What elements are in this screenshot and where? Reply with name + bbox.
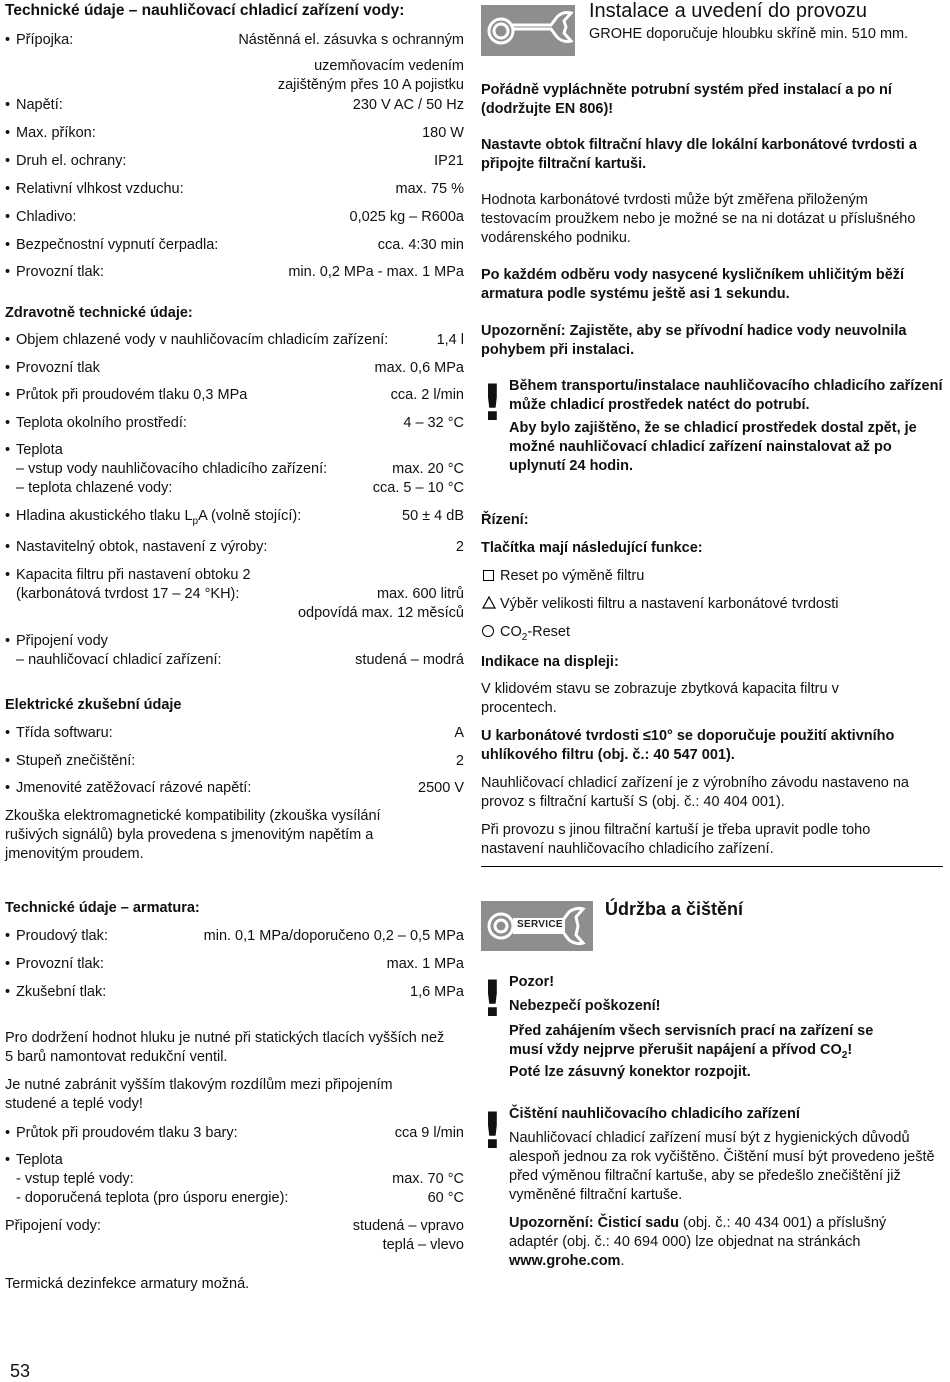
row-label: Teplota okolního prostředí: — [16, 415, 187, 431]
install-title: Instalace a uvedení do provozu — [589, 0, 867, 22]
noise-label: Hladina akustického tlaku $L_pA$ (volně stojící): — [16, 508, 302, 527]
row-value: min. 0,2 MPa - max. 1 MPa — [288, 264, 464, 280]
display-title: Indikace na displeji: — [481, 654, 619, 670]
section-divider — [481, 866, 943, 867]
teplota-label: Teplota — [16, 442, 63, 458]
warning-exclamation-icon: ! — [481, 374, 504, 432]
tech-title: Technické údaje – nauhličovací chladicí zařízení vody: — [5, 2, 405, 19]
noise-value: 50 ± 4 dB — [402, 508, 464, 524]
arm-t1-label: - vstup teplé vody: — [16, 1171, 134, 1187]
install-p3: Hodnota karbonátové tvrdosti může být změřena přiloženým testovacím proužkem nebo je možné se na ni dotázat u příslušného vodárenského podniku. — [481, 192, 916, 246]
row-label: Provozní tlak: — [16, 956, 104, 972]
control-title: Řízení: — [481, 512, 529, 528]
bypass-value: 2 — [455, 539, 464, 555]
bypass-label: Nastavitelný obtok, nastavení z výroby: — [16, 539, 268, 555]
btn3-text: $CO_2$-Reset — [500, 624, 571, 643]
arm-conn-value2: teplá – vlevo — [382, 1237, 464, 1253]
install-p5: Upozornění: Zajistěte, aby se přívodní hadice vody neuvolnila pohybem při instalaci. — [481, 323, 907, 358]
carbon-text: U karbonátové tvrdosti ≤10° se doporučuje použití aktivního uhlíkového filtru (obj. č.: 40 547 001). — [481, 728, 895, 763]
page-number: 53 — [10, 1361, 31, 1381]
health-title: Zdravotně technické údaje: — [5, 305, 193, 321]
row-label: Přípojka: — [16, 32, 74, 48]
noise-text: Pro dodržení hodnot hluku je nutné při statických tlacích vyšších než 5 barů namontovat redukční ventil. — [5, 1030, 445, 1065]
water-label2: – nauhličovací chladicí zařízení: — [16, 652, 222, 668]
flow3-label: Průtok při proudovém tlaku 3 bary: — [16, 1125, 238, 1141]
factory-text: Nauhličovací chladicí zařízení je z výrobního závodu nastaveno na provoz s filtrační kartuší S (obj. č.: 40 404 001). — [481, 775, 909, 810]
row-label: Stupeň znečištění: — [16, 753, 136, 769]
install-p2: Nastavte obtok filtrační hlavy dle lokální karbonátové tvrdosti a připojte filtrační kartuši. — [481, 137, 917, 172]
arm-t1-value: max. 70 °C — [392, 1171, 464, 1187]
row-label: Chladivo: — [16, 209, 77, 225]
warn2-text: Před zahájením všech servisních prací na zařízení se musí vždy nejprve přerušit napájení a přívod $CO_2$! — [509, 1023, 874, 1061]
filter-value2: odpovídá max. 12 měsíců — [297, 605, 464, 621]
row-value: 230 V AC / 50 Hz — [352, 97, 464, 113]
teplota-sub1-label: – vstup vody nauhličovacího chladicího zařízení: — [16, 461, 328, 477]
row-value: min. 0,1 MPa/doporučeno 0,2 – 0,5 MPa — [203, 928, 464, 944]
filter-label2: (karbonátová tvrdost 17 – 24 °KH): — [16, 586, 240, 602]
arm-conn-label: Připojení vody: — [5, 1218, 101, 1234]
note-text: Upozornění: Čisticí sadu (obj. č.: 40 434 001) a příslušný adaptér (obj. č.: 40 694 000) lze objednat na stránkách www.grohe.com. — [509, 1215, 887, 1269]
row-label: Max. příkon: — [16, 125, 96, 141]
arm-conn-value1: studená – vpravo — [352, 1218, 464, 1234]
flow3-value: cca 9 l/min — [394, 1125, 464, 1141]
pripojka-line2: uzemňovacím vedením — [314, 58, 464, 74]
row-label: Druh el. ochrany: — [16, 153, 127, 169]
row-value: A — [454, 725, 464, 741]
row-label: Bezpečnostní vypnutí čerpadla: — [16, 237, 219, 253]
service-label: SERVICE — [517, 919, 563, 930]
row-value: 2 — [455, 753, 464, 769]
warn1b: Aby bylo zajištěno, že se chladicí prostředek dostal zpět, je možné nauhličovací chladicí zařízení nainstalovat až po uplynutí 24 hodin. — [509, 420, 917, 474]
row-label: Jmenovité zatěžovací rázové napětí: — [16, 780, 252, 796]
square-icon — [483, 570, 494, 581]
warn2-title: Pozor! — [509, 974, 555, 990]
circle-icon — [482, 625, 494, 637]
row-value: IP21 — [434, 153, 464, 169]
pressure-text: Je nutné zabránit vyšším tlakovým rozdílům mezi připojením studené a teplé vody! — [5, 1077, 393, 1112]
row-label: Třída softwaru: — [16, 725, 113, 741]
filter-value1: max. 600 litrů — [376, 586, 464, 602]
other-text: Při provozu s jinou filtrační kartuší je třeba upravit podle toho nastavení nauhličovacího chladicího zařízení. — [481, 822, 871, 857]
row-value: cca. 2 l/min — [390, 387, 464, 403]
teplota-sub1-value: max. 20 °C — [392, 461, 464, 477]
service-wrench-icon — [481, 901, 593, 951]
row-value: max. 1 MPa — [386, 956, 464, 972]
row-label: Provozní tlak: — [16, 264, 104, 280]
install-p4: Po každém odběru vody nasycené kysličníkem uhličitým běží armatura podle systému ještě asi 1 sekundu. — [481, 267, 905, 302]
water-label1: Připojení vody — [16, 633, 108, 649]
row-value: 180 W — [422, 125, 464, 141]
row-value: 0,025 kg – R600a — [349, 209, 464, 225]
row-value: max. 75 % — [395, 181, 464, 197]
clean-title: Čištění nauhličovacího chladicího zařízení — [509, 1106, 800, 1122]
row-value: max. 0,6 MPa — [374, 360, 464, 376]
btn1-text: Reset po výměně filtru — [500, 568, 645, 584]
row-value: 2500 V — [418, 780, 464, 796]
warning-exclamation-icon-3: ! — [481, 1102, 504, 1160]
row-value: Nástěnná el. zásuvka s ochranným — [238, 32, 464, 48]
clean-text: Nauhličovací chladicí zařízení musí být z hygienických důvodů alespoň jednou za rok vyčištěno. Čištění musí být provedeno ještě před výměnou filtrační kartuše, aby se předešlo znečištění již vyměněné filtrační kartuše. — [509, 1130, 935, 1203]
row-label: Zkušební tlak: — [16, 984, 107, 1000]
row-value: 4 – 32 °C — [403, 415, 464, 431]
row-value: 1,4 l — [436, 332, 464, 348]
filter-label1: Kapacita filtru při nastavení obtoku 2 — [16, 567, 251, 583]
row-value: cca. 4:30 min — [377, 237, 464, 253]
wrench-icon — [481, 5, 575, 56]
warn2-sub: Nebezpečí poškození! — [509, 998, 661, 1014]
arm-t2-label: - doporučená teplota (pro úsporu energie): — [16, 1190, 289, 1206]
install-sub: GROHE doporučuje hloubku skříně min. 510 mm. — [589, 26, 909, 42]
warn1a: Během transportu/instalace nauhličovacího chladicího zařízení může chladicí prostředek natéct do potrubí. — [509, 378, 943, 413]
arm-teplota: Teplota — [16, 1152, 63, 1168]
water-value: studená – modrá — [355, 652, 464, 668]
arm-t2-value: 60 °C — [427, 1190, 464, 1206]
row-label: Průtok při proudovém tlaku 0,3 MPa — [16, 387, 248, 403]
warning-exclamation-icon-2: ! — [481, 970, 504, 1028]
row-label: Napětí: — [16, 97, 63, 113]
pripojka-line3: zajištěným přes 10 A pojistku — [277, 77, 464, 93]
triangle-icon — [482, 596, 496, 614]
arm-title: Technické údaje – armatura: — [5, 900, 200, 916]
teplota-sub2-label: – teplota chlazené vody: — [16, 480, 173, 496]
display-text: V klidovém stavu se zobrazuje zbytková kapacita filtru v procentech. — [481, 681, 839, 716]
elec-title: Elektrické zkušební údaje — [5, 697, 182, 713]
maint-title: Údržba a čištění — [605, 899, 744, 919]
teplota-sub2-value: cca. 5 – 10 °C — [372, 480, 464, 496]
btn2-text: Výběr velikosti filtru a nastavení karbonátové tvrdosti — [500, 596, 839, 612]
emc-text: Zkouška elektromagnetické kompatibility (zkouška vysílání rušivých signálů) byla provedena s jmenovitým napětím a jmenovitým proudem. — [5, 808, 381, 862]
row-label: Objem chlazené vody v nauhličovacím chladicím zařízení: — [16, 332, 389, 348]
warn2-text2: Poté lze zásuvný konektor rozpojit. — [509, 1064, 751, 1080]
row-value: 1,6 MPa — [410, 984, 464, 1000]
row-label: Proudový tlak: — [16, 928, 108, 944]
install-p1: Pořádně vypláchněte potrubní systém před instalací a po ní (dodržujte EN 806)! — [481, 82, 892, 117]
buttons-title: Tlačítka mají následující funkce: — [481, 540, 703, 556]
row-label: Relativní vlhkost vzduchu: — [16, 181, 184, 197]
disinfect-text: Termická dezinfekce armatury možná. — [5, 1276, 250, 1292]
row-label: Provozní tlak — [16, 360, 100, 376]
grohe-link[interactable]: www.grohe.com — [509, 1253, 621, 1269]
